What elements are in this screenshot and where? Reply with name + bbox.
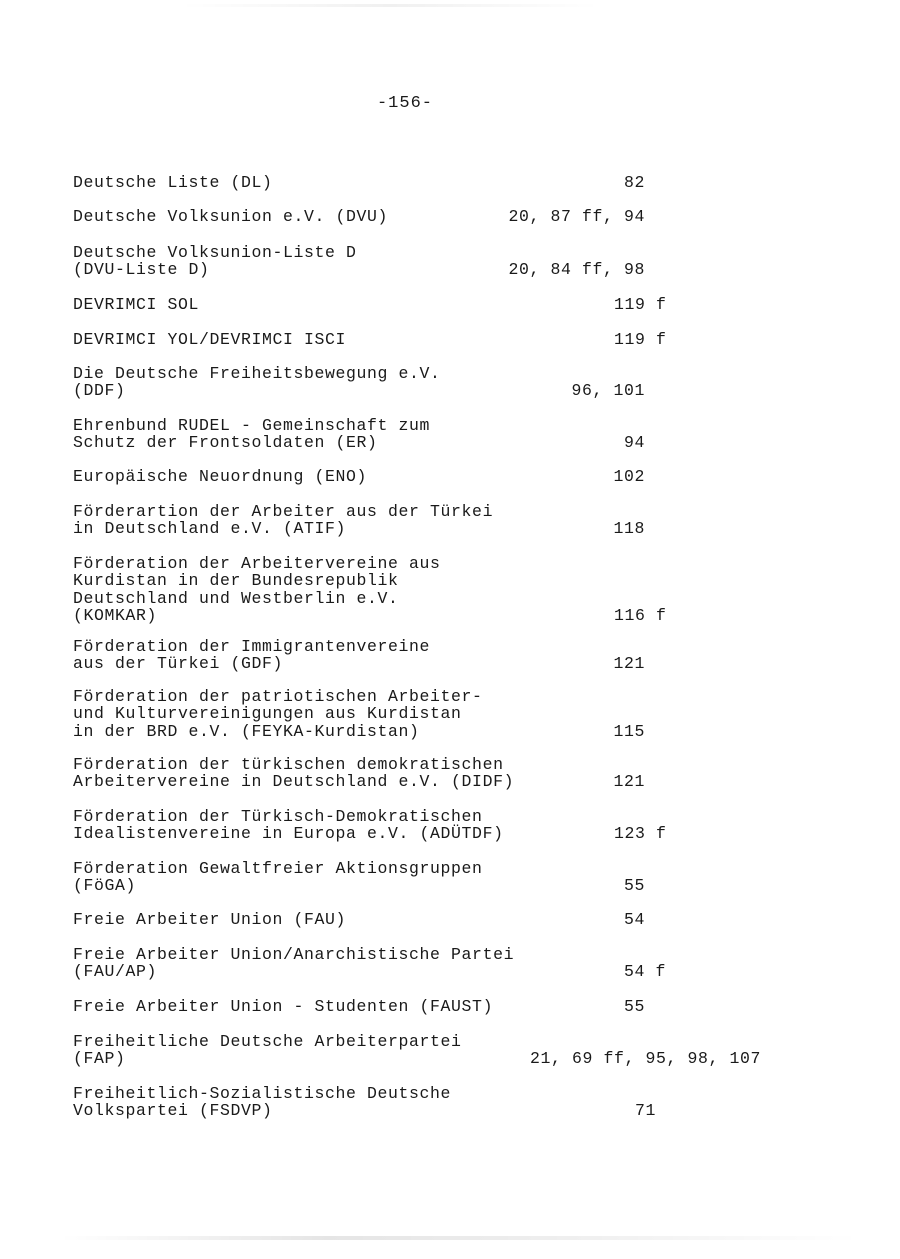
entry-page-ref: 94 [623,433,645,453]
entry-name-line: in der BRD e.V. (FEYKA-Kurdistan) [73,721,420,741]
index-entry [73,296,199,313]
index-entry [73,638,430,673]
entry-name-line: Freie Arbeiter Union - Studenten (FAUST) [73,997,494,1016]
entry-name-line: Freiheitlich-Sozialistische Deutsche [73,1084,452,1103]
entry-name-line: DEVRIMCI SOL [73,295,200,314]
entry-page-ref: 102 [613,467,645,486]
entry-name-line: Förderation der türkischen demokratischen [73,755,504,774]
index-entry [73,244,357,279]
entry-page-ref: 121 [613,654,645,674]
entry-name-line: Freiheitliche Deutsche Arbeiterpartei [73,1032,462,1051]
entry-name-line: (FAP) [73,1049,126,1069]
entry-page-ref: 119 f [614,330,667,349]
entry-page-ref: 55 [623,876,645,896]
entry-page-ref: 116 f [614,605,667,625]
entry-name-line: Förderation der patriotischen Arbeiter- [73,687,483,706]
entry-name-line: Freie Arbeiter Union (FAU) [73,910,347,929]
entry-name-line: Förderation der Immigrantenvereine [73,637,431,656]
index-entry [73,808,504,843]
index-entry [73,860,483,895]
index-entry [73,688,483,740]
entry-name-line: Kurdistan in der Bundesrepublik [73,571,399,591]
entry-name-line: Förderation der Arbeitervereine aus [73,554,441,573]
index-entry [73,555,441,624]
index-entry [73,174,273,191]
entry-name-line: und Kulturvereinigungen aus Kurdistan [73,704,462,724]
entry-page-ref: 123 f [614,824,667,844]
entry-page-ref: 21, 69 ff, 95, 98, 107 [530,1049,762,1069]
index-entry [73,946,514,981]
entry-name-line: DEVRIMCI YOL/DEVRIMCI ISCI [73,330,347,349]
entry-name-line: Schutz der Frontsoldaten (ER) [73,433,378,453]
index-entry [73,756,514,791]
entry-page-ref: 118 [613,519,645,539]
entry-name-line: Förderartion der Arbeiter aus der Türkei [73,502,494,521]
index-entry [73,503,493,538]
index-entry [73,911,346,928]
entry-name-line: Förderation der Türkisch-Demokratischen [73,807,483,826]
index-entry [73,365,441,400]
entry-name-line: Ehrenbund RUDEL - Gemeinschaft zum [73,416,431,435]
entry-name-line: Deutsche Volksunion-Liste D [73,243,357,262]
index-entry [73,331,346,348]
scan-artifact-top [180,4,600,7]
entry-name-line: Volkspartei (FSDVP) [73,1101,273,1121]
entry-page-ref: 119 f [614,295,667,314]
entry-page-ref: 20, 84 ff, 98 [508,260,645,280]
entry-page-ref: 20, 87 ff, 94 [508,207,645,226]
entry-name-line: Förderation Gewaltfreier Aktionsgruppen [73,859,483,878]
entry-name-line: Europäische Neuordnung (ENO) [73,467,368,486]
index-entry [73,1085,451,1120]
entry-name-line: aus der Türkei (GDF) [73,654,284,674]
entry-page-ref: 115 [613,721,645,741]
entry-name-line: Freie Arbeiter Union/Anarchistische Partei [73,945,515,964]
entry-name-line: in Deutschland e.V. (ATIF) [73,519,347,539]
entry-name-line: Die Deutsche Freiheitsbewegung e.V. [73,364,441,383]
entry-page-ref: 71 [634,1101,656,1121]
entry-name-line: (DVU-Liste D) [73,260,210,280]
index-entry [73,417,430,452]
index-entry [73,468,367,485]
entry-name-line: (DDF) [73,381,126,401]
index-entry [73,208,388,225]
entry-page-ref: 82 [623,173,645,192]
entry-page-ref: 55 [623,997,645,1016]
entry-name-line: (KOMKAR) [73,605,158,625]
scan-artifact-bottom [60,1236,860,1240]
entry-name-line: Arbeitervereine in Deutschland e.V. (DIDF) [73,772,515,792]
entry-name-line: Idealistenvereine in Europa e.V. (ADÜTDF) [73,824,504,844]
entry-page-ref: 54 [623,910,645,929]
entry-page-ref: 54 f [624,962,667,982]
entry-name-line: Deutschland und Westberlin e.V. [73,588,399,608]
entry-name-line: (FAU/AP) [73,962,158,982]
index-entry [73,998,493,1015]
entry-name-line: Deutsche Volksunion e.V. (DVU) [73,207,389,226]
entry-page-ref: 96, 101 [571,381,645,401]
entry-name-line: Deutsche Liste (DL) [73,173,273,192]
entry-page-ref: 121 [613,772,645,792]
index-entry [73,1033,462,1068]
entry-name-line: (FöGA) [73,876,137,896]
page-number: -156- [376,94,433,113]
